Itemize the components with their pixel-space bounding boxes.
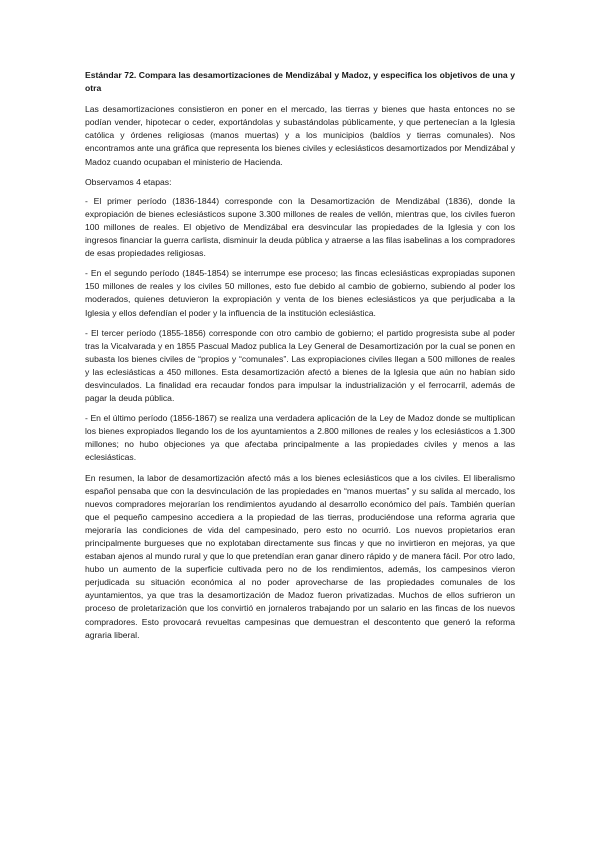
document-title: Estándar 72. Compara las desamortizaciones de Mendizábal y Madoz, y especifica los objetivos de una y otra	[85, 70, 515, 94]
stage-4-paragraph: - En el último período (1856-1867) se realiza una verdadera aplicación de la Ley de Madoz donde se multiplican los bienes expropiados llegando los de los ayuntamientos a 2.800 millones de reales y los eclesiásticos a 1.300 millones; no hubo objeciones ya que afectaba principalmente a las propiedades civiles y menos a las eclesiásticas.	[85, 413, 515, 463]
stage-1-paragraph: - El primer período (1836-1844) corresponde con la Desamortización de Mendizábal (1836), donde la expropiación de bienes eclesiásticos supone 3.300 millones de reales de vellón, mientras que, los civiles fueron 100 millones de reales. El objetivo de Mendizábal era desvincular las propiedades de la Iglesia y con los ingresos financiar la guerra carlista, disminuir la deuda pública y atraerse a las filas isabelinas a los compradores de esas propiedades religiosas.	[85, 195, 515, 259]
summary-paragraph: En resumen, la labor de desamortización afectó más a los bienes eclesiásticos que a los civiles. El liberalismo español pensaba que con la desvinculación de las propiedades en “manos muertas” y su salida al mercado, los nuevos compradores mejorarían los rendimientos ayudando al desarrollo económico del país. También querían que el pequeño campesino accediera a la propiedad de las tierras, produciéndose una reforma agraria que mejoraría las condiciones de vida del campesinado, pero esto no ocurrió. Los nuevos propietarios eran principalmente burgueses que no explotaban directamente sus fincas y que no invirtieron en mejoras, ya que estaban ajenos al mundo rural y que lo que pretendían eran ganar dinero rápido y de manera fácil. Por otro lado, hubo un aumento de la superficie cultivada pero no de los rendimientos, además, los campesinos vieron perjudicada su situación económica al no poder aprovecharse de las propiedades comunales de los ayuntamientos, ya que tras la desamortización de Madoz fueron privatizadas. Muchos de ellos sufrieron un proceso de proletarización que los convirtió en jornaleros trabajando por un salario en las fincas de los nuevos compradores. Esto provocará revueltas campesinas que demuestran el descontento que generó la reforma agraria liberal.	[85, 472, 515, 640]
document-page	[85, 69, 515, 649]
stages-intro: Observamos 4 etapas:	[85, 176, 172, 187]
stage-2-paragraph: - En el segundo período (1845-1854) se interrumpe ese proceso; las fincas eclesiásticas expropiadas suponen 150 millones de reales y los civiles 50 millones, esto fue debido al cambio de gobierno, subiendo al poder los moderados, quienes detuvieron la expropiación y venta de los bienes eclesiásticos ya que perjudicaba a la Iglesia y ellos defendían el poder y la influencia de la institución eclesiástica.	[85, 268, 515, 318]
intro-paragraph: Las desamortizaciones consistieron en poner en el mercado, las tierras y bienes que hasta entonces no se podían vender, hipotecar o ceder, exportándolas y subastándolas públicamente, y que pertenecían a la Iglesia católica y órdenes religiosas (manos muertas) y a los municipios (baldíos y tierras comunales). Nos encontramos ante una gráfica que representa los bienes civiles y eclesiásticos desamortizados por Mendizábal y Madoz cuando ocupaban el ministerio de Hacienda.	[85, 104, 515, 167]
stage-3-paragraph: - El tercer período (1855-1856) corresponde con otro cambio de gobierno; el partido progresista sube al poder tras la Vicalvarada y en 1855 Pascual Madoz publica la Ley General de Desamortización por la cual se ponen en subasta los bienes civiles de “propios y “comunales”. Las expropiaciones civiles llegan a 500 millones de reales y las eclesiásticas a 450 millones. Esta desamortización afectó a bienes de la Iglesia que aún no habían sido desvinculados. La finalidad era recaudar fondos para impulsar la industrialización y el ferrocarril, además de pagar la deuda pública.	[85, 327, 515, 404]
